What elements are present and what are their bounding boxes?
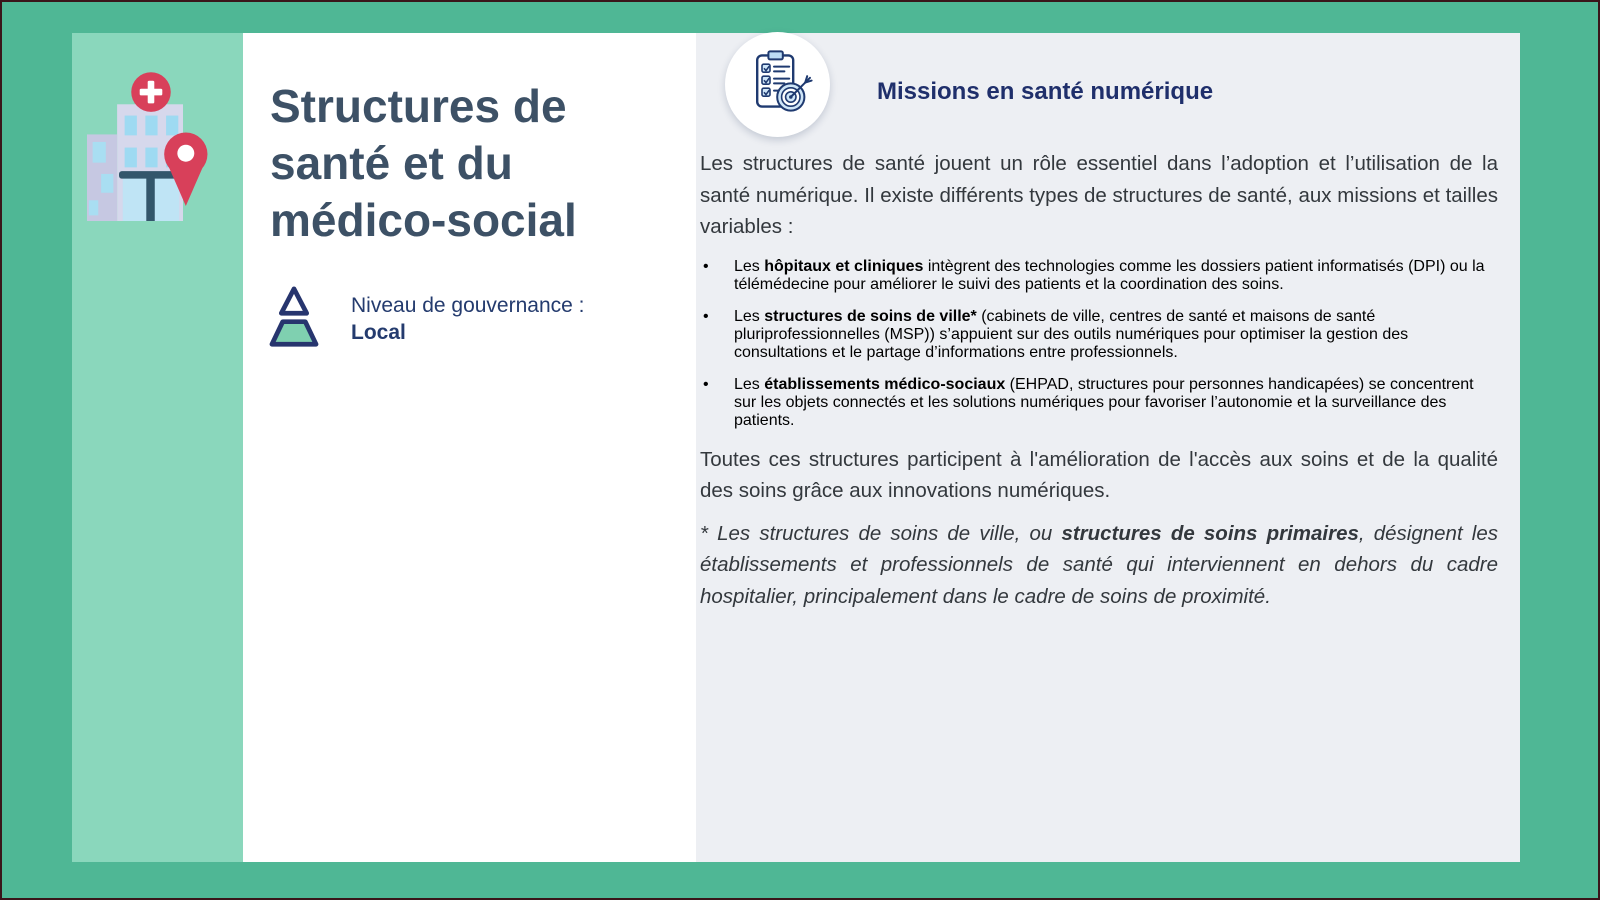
page-title <box>270 78 696 249</box>
governance-value: Local <box>351 321 406 344</box>
content-panel <box>696 33 1520 862</box>
bullet-marker: • <box>703 307 709 325</box>
list-item-medico-sociaux <box>700 376 1498 430</box>
list-item-soins-de-ville <box>700 308 1498 362</box>
structure-types-list <box>700 258 1498 430</box>
governance-block <box>263 283 585 351</box>
page-title-line: Structures de <box>270 80 567 132</box>
missions-icon-badge <box>725 32 830 137</box>
governance-text <box>351 283 585 346</box>
governance-label: Niveau de gouvernance : <box>351 294 585 317</box>
missions-content <box>696 78 1520 612</box>
missions-heading: Missions en santé numérique <box>877 78 1214 105</box>
page-title-line: médico-social <box>270 194 577 246</box>
pyramid-levels-icon <box>263 283 325 351</box>
intro-paragraph: Les structures de santé jouent un rôle essentiel dans l’adoption et l’utilisation de la santé numérique. Il existe différents types de structures de santé, aux missions et tailles variables : <box>700 152 1498 238</box>
bullet-marker: • <box>703 257 709 275</box>
list-item-hopitaux <box>700 258 1498 294</box>
left-accent-panel <box>72 33 243 862</box>
page-title-line: santé et du <box>270 137 513 189</box>
list-item-text: Les structures de soins de ville* (cabinets de ville, centres de santé et maisons de santé pluriprofessionnelles (MSP)) s’appuient sur des outils numériques pour optimiser la gestion des consultations et le partage d’informations entre professionnels. <box>734 307 1409 361</box>
footnote-paragraph: * Les structures de soins de ville, ou structures de soins primaires, désignent les établissements et professionnels de santé qui interviennent en dehors du cadre hospitalier, principalement dans le cadre de soins de proximité. <box>700 521 1498 608</box>
list-item-text: Les hôpitaux et cliniques intègrent des technologies comme les dossiers patient informatisés (DPI) ou la télémédecine pour améliorer le suivi des patients et la coordination des soins. <box>734 257 1485 293</box>
list-item-text: Les établissements médico-sociaux (EHPAD, structures pour personnes handicapées) se concentrent sur les objets connectés et les solutions numériques pour favoriser l’autonomie et la surveillance des patients. <box>734 375 1474 429</box>
outro-paragraph: Toutes ces structures participent à l'amélioration de l'accès aux soins et de la qualité des soins grâce aux innovations numériques. <box>700 447 1498 502</box>
clipboard-target-icon <box>738 45 818 125</box>
hospital-location-icon <box>84 61 218 221</box>
bullet-marker: • <box>703 375 709 393</box>
title-panel <box>243 33 696 862</box>
